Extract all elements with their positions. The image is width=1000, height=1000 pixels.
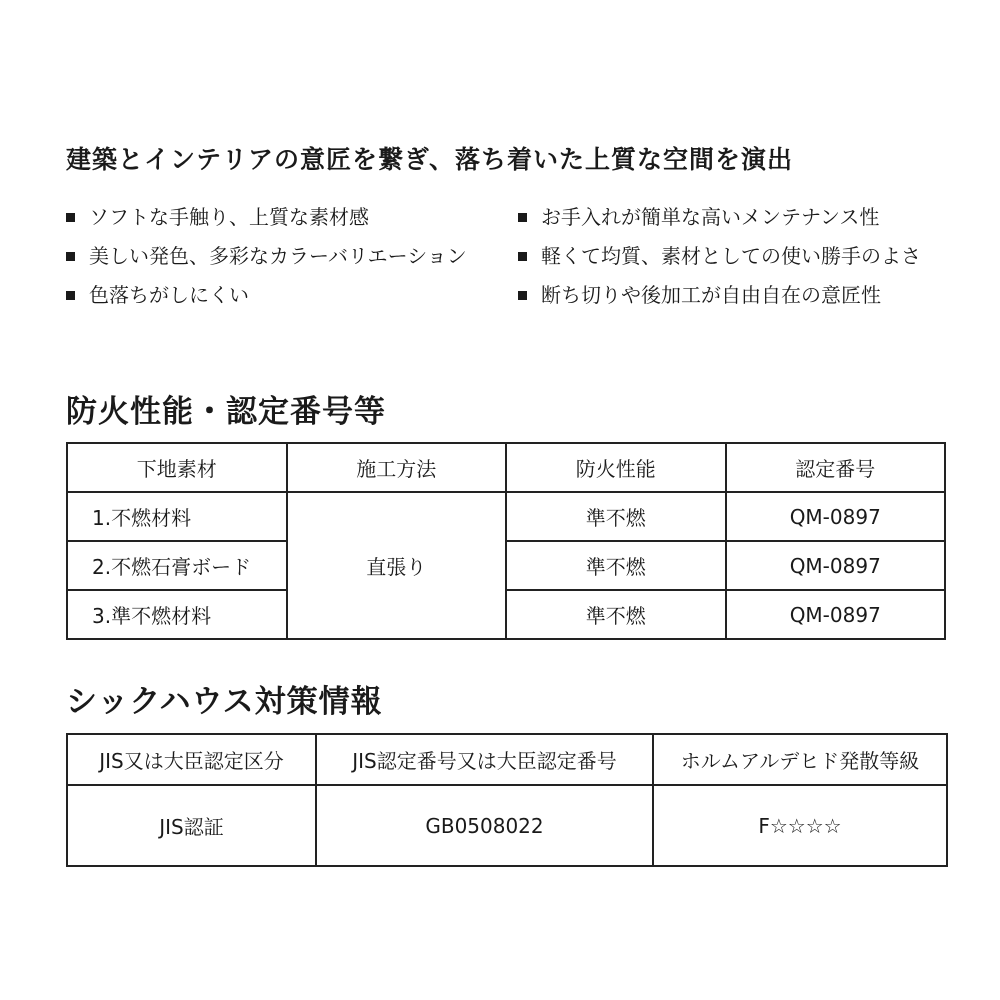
- feature-text: 軽くて均質、素材としての使い勝手のよさ: [541, 244, 921, 268]
- square-bullet-icon: [66, 252, 75, 261]
- feature-item: [518, 198, 921, 237]
- fire-performance-table: [66, 442, 946, 640]
- feature-list-left: [66, 198, 467, 315]
- table-header-row: [67, 443, 945, 492]
- performance-cell: 準不燃: [506, 492, 726, 541]
- sick-house-title: シックハウス対策情報: [66, 684, 383, 720]
- table-row: [67, 590, 945, 639]
- table-header-row: [67, 734, 947, 785]
- header-performance: 防火性能: [506, 443, 726, 492]
- square-bullet-icon: [66, 291, 75, 300]
- header-certification-type: JIS又は大臣認定区分: [67, 734, 316, 785]
- feature-text: お手入れが簡単な高いメンテナンス性: [541, 205, 880, 229]
- feature-text: 色落ちがしにくい: [89, 283, 249, 307]
- formaldehyde-grade-cell: F☆☆☆☆: [653, 785, 947, 866]
- substrate-cell: 3.準不燃材料: [67, 590, 287, 639]
- feature-item: [518, 237, 921, 276]
- headline: 建築とインテリアの意匠を繋ぎ、落ち着いた上質な空間を演出: [66, 145, 794, 174]
- sick-house-table: [66, 733, 948, 867]
- table-row: [67, 785, 947, 866]
- square-bullet-icon: [518, 291, 527, 300]
- feature-item: [66, 276, 467, 315]
- method-cell: 直張り: [287, 492, 507, 639]
- number-cell: QM-0897: [726, 492, 946, 541]
- feature-list-right: [518, 198, 921, 315]
- feature-item: [66, 198, 467, 237]
- number-cell: QM-0897: [726, 590, 946, 639]
- header-formaldehyde-grade: ホルムアルデヒド発散等級: [653, 734, 947, 785]
- header-number: 認定番号: [726, 443, 946, 492]
- table-row: [67, 492, 945, 541]
- certification-number-cell: GB0508022: [316, 785, 653, 866]
- table-row: [67, 541, 945, 590]
- performance-cell: 準不燃: [506, 590, 726, 639]
- feature-text: 断ち切りや後加工が自由自在の意匠性: [541, 283, 881, 307]
- square-bullet-icon: [66, 213, 75, 222]
- header-substrate: 下地素材: [67, 443, 287, 492]
- header-certification-number: JIS認定番号又は大臣認定番号: [316, 734, 653, 785]
- performance-cell: 準不燃: [506, 541, 726, 590]
- number-cell: QM-0897: [726, 541, 946, 590]
- square-bullet-icon: [518, 213, 527, 222]
- feature-text: ソフトな手触り、上質な素材感: [89, 205, 369, 229]
- substrate-cell: 2.不燃石膏ボード: [67, 541, 287, 590]
- feature-text: 美しい発色、多彩なカラーバリエーション: [89, 244, 467, 268]
- fire-performance-title: 防火性能・認定番号等: [66, 394, 386, 430]
- header-method: 施工方法: [287, 443, 507, 492]
- substrate-cell: 1.不燃材料: [67, 492, 287, 541]
- feature-item: [518, 276, 921, 315]
- square-bullet-icon: [518, 252, 527, 261]
- certification-type-cell: JIS認証: [67, 785, 316, 866]
- feature-item: [66, 237, 467, 276]
